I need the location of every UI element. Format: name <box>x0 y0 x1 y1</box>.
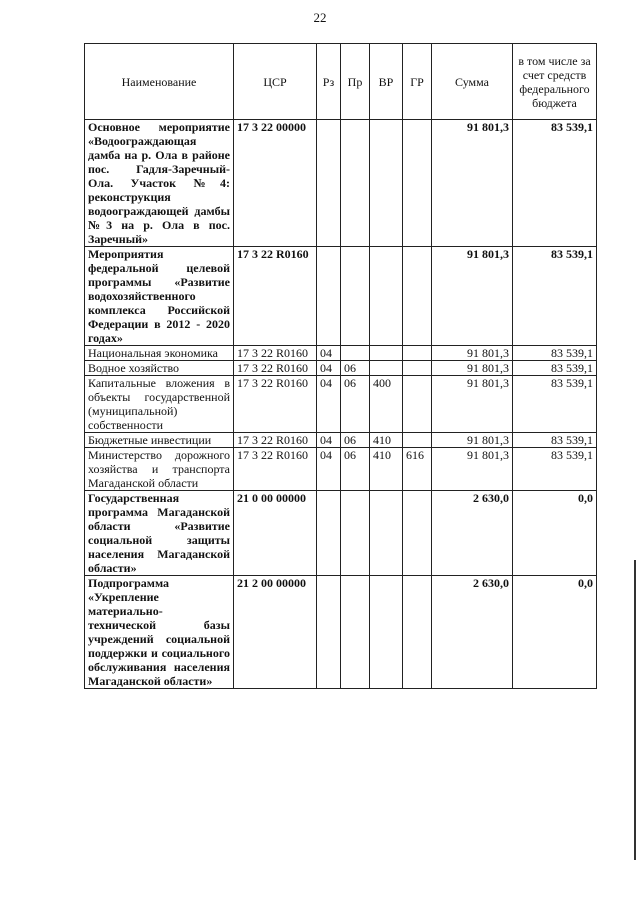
cell-federal: 83 539,1 <box>513 433 597 448</box>
table-row <box>85 247 597 346</box>
cell-name: Основное мероприятие «Водоограждающая дамба на р. Ола в районе пос. Гадля-Заречный-Ола. Участок №4: реконструкция водоограждающей дамбы №3 на р. Ола в пос. Заречный» <box>85 120 234 247</box>
cell-federal: 0,0 <box>513 576 597 689</box>
cell-name: Капитальные вложения в объекты государственной (муниципальной) собственности <box>85 376 234 433</box>
cell-federal: 83 539,1 <box>513 346 597 361</box>
cell-vr <box>370 361 403 376</box>
cell-federal: 83 539,1 <box>513 247 597 346</box>
page-number: 22 <box>313 10 327 25</box>
cell-name: Национальная экономика <box>85 346 234 361</box>
cell-csr: 17 3 22 R0160 <box>234 247 317 346</box>
cell-rz: 04 <box>317 361 341 376</box>
cell-sum: 91 801,3 <box>432 361 513 376</box>
cell-gr: 616 <box>403 448 432 491</box>
cell-sum: 91 801,3 <box>432 120 513 247</box>
cell-csr: 17 3 22 R0160 <box>234 448 317 491</box>
cell-name: Мероприятия федеральной целевой программы «Развитие водохозяйственного комплекса Российской Федерации в 2012 - 2020 годах» <box>85 247 234 346</box>
header-row <box>85 44 597 120</box>
cell-sum: 2 630,0 <box>432 491 513 576</box>
header-vr: ВР <box>370 44 403 120</box>
cell-csr: 21 0 00 00000 <box>234 491 317 576</box>
header-csr: ЦСР <box>234 44 317 120</box>
header-sum: Сумма <box>432 44 513 120</box>
cell-name: Министерство дорожного хозяйства и транспорта Магаданской области <box>85 448 234 491</box>
cell-csr: 17 3 22 00000 <box>234 120 317 247</box>
cell-vr: 410 <box>370 448 403 491</box>
cell-pr <box>341 120 370 247</box>
cell-sum: 91 801,3 <box>432 346 513 361</box>
cell-csr: 17 3 22 R0160 <box>234 361 317 376</box>
cell-rz: 04 <box>317 346 341 361</box>
table-row <box>85 361 597 376</box>
cell-rz <box>317 247 341 346</box>
cell-name: Водное хозяйство <box>85 361 234 376</box>
cell-csr: 21 2 00 00000 <box>234 576 317 689</box>
cell-gr <box>403 491 432 576</box>
table-row <box>85 346 597 361</box>
cell-csr: 17 3 22 R0160 <box>234 376 317 433</box>
cell-name: Бюджетные инвестиции <box>85 433 234 448</box>
cell-pr <box>341 346 370 361</box>
cell-pr <box>341 576 370 689</box>
cell-gr <box>403 120 432 247</box>
cell-vr <box>370 491 403 576</box>
cell-gr <box>403 576 432 689</box>
cell-vr <box>370 346 403 361</box>
table-row <box>85 576 597 689</box>
cell-vr <box>370 247 403 346</box>
cell-gr <box>403 346 432 361</box>
cell-name: Государственная программа Магаданской области «Развитие социальной защиты населения Магаданской области» <box>85 491 234 576</box>
cell-gr <box>403 247 432 346</box>
cell-csr: 17 3 22 R0160 <box>234 346 317 361</box>
cell-sum: 91 801,3 <box>432 247 513 346</box>
cell-federal: 0,0 <box>513 491 597 576</box>
header-pr: Пр <box>341 44 370 120</box>
cell-name: Подпрограмма «Укрепление материально-технической базы учреждений социальной поддержки и социального обслуживания населения Магаданской области» <box>85 576 234 689</box>
cell-rz: 04 <box>317 433 341 448</box>
cell-gr <box>403 376 432 433</box>
cell-federal: 83 539,1 <box>513 448 597 491</box>
cell-vr: 410 <box>370 433 403 448</box>
cell-sum: 2 630,0 <box>432 576 513 689</box>
cell-pr <box>341 491 370 576</box>
cell-vr: 400 <box>370 376 403 433</box>
cell-rz: 04 <box>317 376 341 433</box>
cell-gr <box>403 361 432 376</box>
cell-gr <box>403 433 432 448</box>
cell-pr: 06 <box>341 433 370 448</box>
budget-table <box>84 43 597 689</box>
cell-vr <box>370 120 403 247</box>
header-rz: Рз <box>317 44 341 120</box>
cell-csr: 17 3 22 R0160 <box>234 433 317 448</box>
edge-line <box>634 560 636 860</box>
table-row <box>85 120 597 247</box>
cell-sum: 91 801,3 <box>432 448 513 491</box>
table-row <box>85 376 597 433</box>
header-gr: ГР <box>403 44 432 120</box>
cell-federal: 83 539,1 <box>513 376 597 433</box>
header-federal: в том числе за счет средств федерального бюджета <box>513 44 597 120</box>
cell-sum: 91 801,3 <box>432 433 513 448</box>
cell-rz <box>317 491 341 576</box>
cell-vr <box>370 576 403 689</box>
cell-rz <box>317 120 341 247</box>
cell-sum: 91 801,3 <box>432 376 513 433</box>
table-row <box>85 491 597 576</box>
cell-federal: 83 539,1 <box>513 361 597 376</box>
cell-pr: 06 <box>341 448 370 491</box>
table-row <box>85 433 597 448</box>
cell-rz: 04 <box>317 448 341 491</box>
cell-rz <box>317 576 341 689</box>
cell-pr: 06 <box>341 361 370 376</box>
header-name: Наименование <box>85 44 234 120</box>
cell-federal: 83 539,1 <box>513 120 597 247</box>
cell-pr <box>341 247 370 346</box>
cell-pr: 06 <box>341 376 370 433</box>
table-row <box>85 448 597 491</box>
